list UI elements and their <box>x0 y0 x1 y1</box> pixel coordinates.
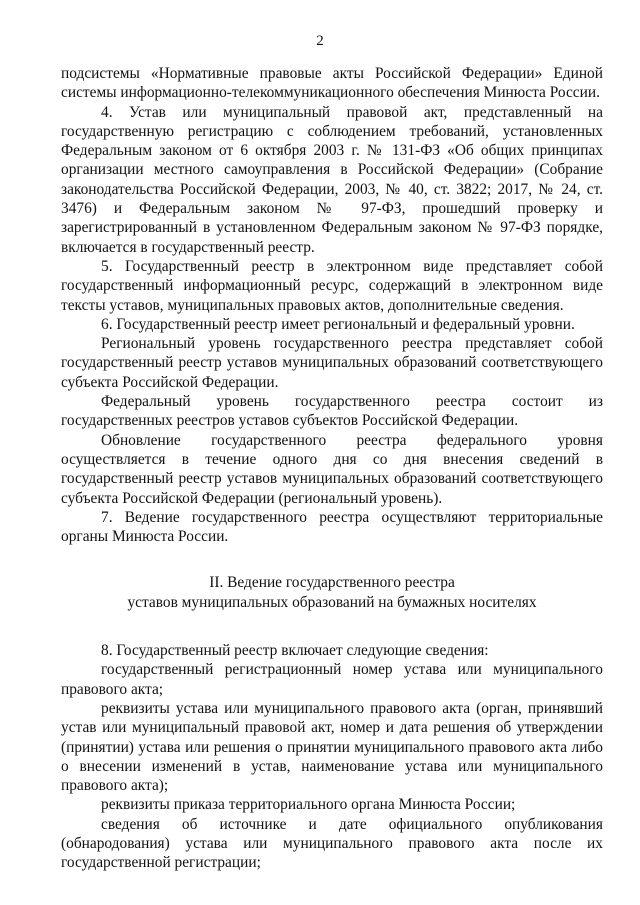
paragraph-item-6: 6. Государственный реестр имеет региональный и федеральный уровни. <box>101 315 575 333</box>
paragraph: подсистемы «Нормативные правовые акты Российской Федерации» Единой системы информационно-телекоммуникационного обеспечения Минюста России. <box>61 65 603 102</box>
paragraphs-top <box>61 64 603 546</box>
paragraph-item-4: 4. Устав или муниципальный правовой акт, представленный на государственную регистрацию с соблюдением требований, установленных Федеральным законом от 6 октября 2003 г. № 131-ФЗ «Об общих принципах организации местного самоуправления в Российской Федерации» (Собрание законодательства Российской Федерации, 2003, № 40, ст. 3822; 2017, № 24, ст. 3476) и Федеральным законом № 97-ФЗ, прошедший проверку и зарегистрированный в установленном Федеральным законом № 97-ФЗ порядке, включается в государственный реестр. <box>61 103 603 256</box>
paragraph: Федеральный уровень государственного реестра состоит из государственных реестров уставов субъектов Российской Федерации. <box>61 393 603 430</box>
section-heading-line-1: II. Ведение государственного реестра <box>209 574 455 592</box>
page-number: 2 <box>316 33 324 49</box>
list-item: сведения об источнике и дате официального опубликования (обнародования) устава или муниципального правового акта после их государственной регистрации; <box>61 815 603 872</box>
paragraph-item-8: 8. Государственный реестр включает следующие сведения: <box>101 642 489 660</box>
paragraph: Обновление государственного реестра федерального уровня осуществляется в течение одного дня со дня внесения сведений в государственный реестр уставов муниципальных образований соответствующего субъекта Российской Федерации (региональный уровень). <box>61 431 603 507</box>
section-heading-line-2: уставов муниципальных образований на бумажных носителях <box>127 593 537 611</box>
paragraph-item-7: 7. Ведение государственного реестра осуществляют территориальные органы Минюста России. <box>61 508 603 546</box>
section-heading <box>61 573 603 612</box>
paragraph: Региональный уровень государственного реестра представляет собой государственный реестр уставов муниципальных образований соответствующего субъекта Российской Федерации. <box>61 335 603 391</box>
paragraphs-bottom <box>61 641 603 873</box>
list-item: реквизиты устава или муниципального правового акта (орган, принявший устав или муниципальный правовой акт, номер и дата решения об утверждении (принятии) устава или решения о принятии муниципального правового акта либо о внесении изменений в устав, наименование устава или муниципального правового акта); <box>61 699 603 795</box>
list-item: реквизиты приказа территориального органа Минюста России; <box>101 796 516 814</box>
paragraph-item-5: 5. Государственный реестр в электронном виде представляет собой государственный информационный ресурс, содержащий в электронном виде тексты уставов, муниципальных правовых актов, дополнительные сведения. <box>61 257 603 314</box>
document-body <box>61 64 603 873</box>
list-item: государственный регистрационный номер устава или муниципального правового акта; <box>61 661 603 698</box>
